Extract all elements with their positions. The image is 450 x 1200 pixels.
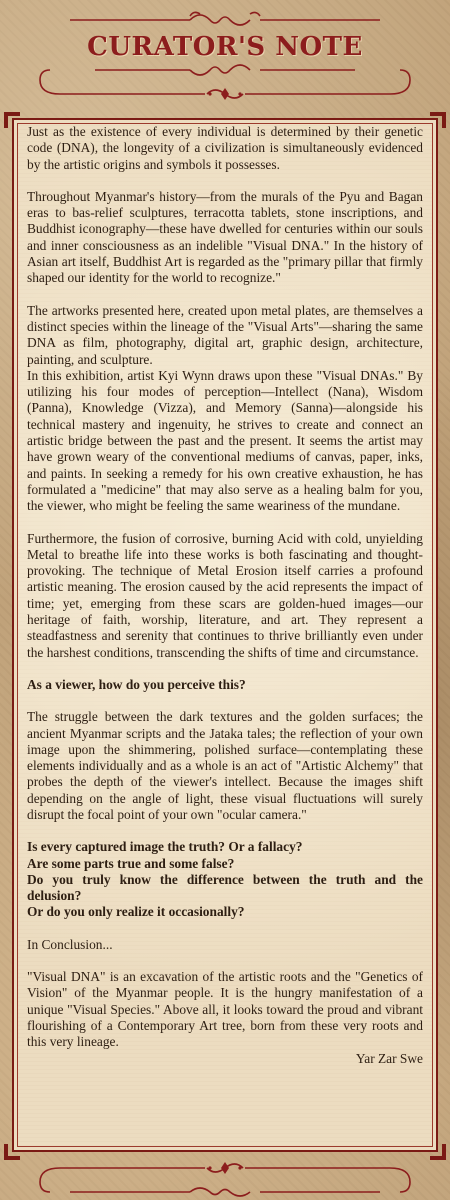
paragraph-technique: Furthermore, the fusion of corrosive, burning Acid with cold, unyielding Metal to breathe life into these works is both fascinating and thought-provoking. The technique of Metal Erosion itself carries a profound artistic meaning. The erosion caused by the acid represents the impact of time; yet, emerging from these scars are golden-hued images—our heritage of faith, worship, literature, and art. They represent a steadfastness and serenity that continues to thrive brilliantly even under the harshest conditions, transcending the shifts of time and circumstance.: [27, 530, 423, 660]
signature: Yar Zar Swe: [355, 1050, 423, 1066]
paragraph-conclusion: "Visual DNA" is an excavation of the artistic roots and the "Genetics of Vision" of the Myanmar people. It is the hungry manifestation of a unique "Visual Species." Above all, it looks toward the proud and vibrant flourishing of a Contemporary Art tree, born from these very roots and this very lineage.: [27, 969, 423, 1050]
question-line: Are some parts true and some false?: [27, 855, 235, 871]
flourish-ornament-icon: [0, 1156, 450, 1200]
question-line: Or do you only realize it occasionally?: [27, 904, 245, 920]
paragraph-struggle: The struggle between the dark textures and the golden surfaces; the ancient Myanmar scripts and the Jataka tales; the reflection of your own image upon the shimmering, polished surface—contemplating these elements individually and as a whole is an act of "Artistic Alchemy" that probes the depth of the viewer's intellect. Because the images shift depending on the angle of light, these visual fluctuations will surely disrupt the focal point of your own "ocular camera.": [27, 709, 423, 822]
conclusion-heading: In Conclusion...: [27, 936, 113, 952]
question-line: Do you truly know the difference between the truth and the delusion?: [27, 871, 423, 904]
page-title: CURATOR'S NOTE: [87, 32, 363, 62]
question-list: [27, 839, 423, 920]
footer-ornament: [0, 1156, 450, 1200]
paragraph-artworks: The artworks presented here, created upon metal plates, are themselves a distinct species within the lineage of the "Visual Arts"—sharing the same DNA as film, photography, digital art, graphic design, architecture, painting, and sculpture.: [27, 302, 423, 367]
header-ornament: [0, 0, 450, 110]
paragraph-intro: Just as the existence of every individual is determined by their genetic code (DNA), the longevity of a civilization is simultaneously evidenced by the artistic origins and symbols it possesses.: [27, 124, 423, 172]
paragraph-history: Throughout Myanmar's history—from the murals of the Pyu and Bagan eras to bas-relief sculptures, terracotta tablets, stone inscriptions, and Buddhist iconography—these have dwelled for centuries within our souls and inner consciousness as an indelible "Visual DNA." In the history of Asian art itself, Buddhist Art is regarded as the "primary pillar that firmly shaped our identity for the world to recognize.": [27, 188, 423, 286]
question-line: Is every captured image the truth? Or a fallacy?: [27, 839, 303, 855]
question-heading: As a viewer, how do you perceive this?: [27, 676, 246, 692]
note-body: [27, 124, 423, 1083]
paragraph-exhibition: In this exhibition, artist Kyi Wynn draws upon these "Visual DNAs." By utilizing his four modes of perception—Intellect (Nana), Wisdom (Panna), Knowledge (Vizza), and Memory (Sanna)—alongside his technical mastery and ingenuity, he strives to create and connect an artistic bridge between the past and the present. It seems the artist may have grown weary of the conventional mediums of canvas, paper, inks, and paints. In seeking a remedy for his own creative exhaustion, he has formulated a "medicine" that may also serve as a healing balm for you, the viewer, who might be feeling the same weariness of the mundane.: [27, 367, 423, 514]
